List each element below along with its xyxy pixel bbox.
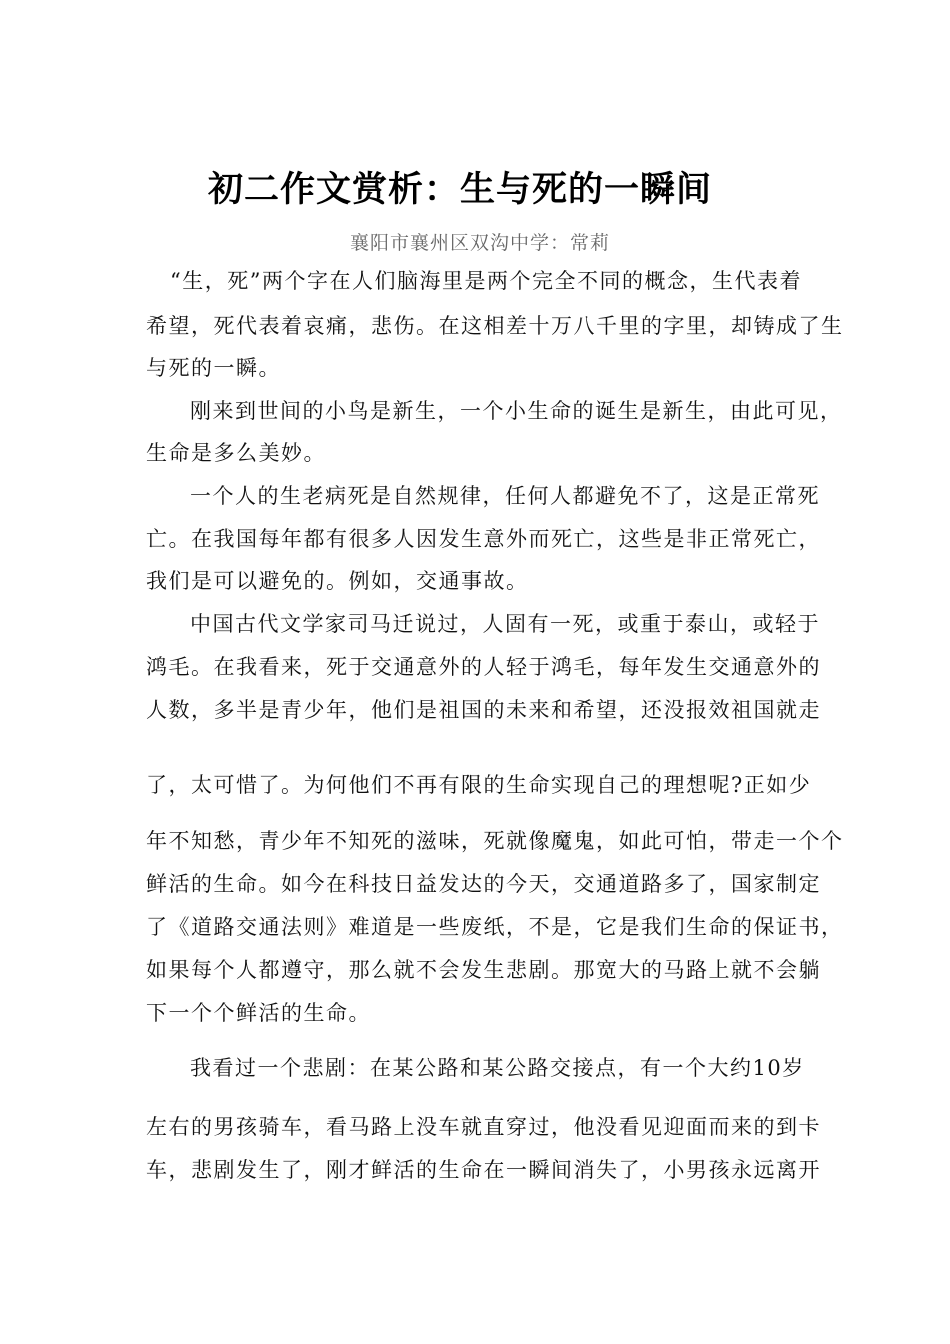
text-line: 我看过一个悲剧：在某公路和某公路交接点，有一个大约10岁 <box>190 1056 805 1080</box>
text-line: 人数，多半是青少年，他们是祖国的未来和希望，还没报效祖国就走 <box>146 698 821 722</box>
text-line: 与死的一瞬。 <box>146 356 281 380</box>
author-line: 襄阳市襄州区双沟中学：常莉 <box>349 232 610 254</box>
text-line: 我们是可以避免的。例如，交通事故。 <box>146 569 529 593</box>
text-line: 鸿毛。在我看来，死于交通意外的人轻于鸿毛，每年发生交通意外的 <box>146 655 821 679</box>
text-line: 亡。在我国每年都有很多人因发生意外而死亡，这些是非正常死亡， <box>146 527 821 551</box>
text-line: 鲜活的生命。如今在科技日益发达的今天，交通道路多了，国家制定 <box>146 872 821 896</box>
text-line: 如果每个人都遵守，那么就不会发生悲剧。那宽大的马路上就不会躺 <box>146 958 821 982</box>
text-line: 了《道路交通法则》难道是一些废纸，不是，它是我们生命的保证书， <box>146 915 844 939</box>
text-line: 了，太可惜了。为何他们不再有限的生命实现自己的理想呢?正如少 <box>146 773 812 797</box>
text-line: 希望，死代表着哀痛，悲伤。在这相差十万八千里的字里，却铸成了生 <box>146 314 844 338</box>
text-line: “生，死”两个字在人们脑海里是两个完全不同的概念，生代表着 <box>170 269 802 293</box>
text-line: 一个人的生老病死是自然规律，任何人都避免不了，这是正常死 <box>190 484 820 508</box>
text-line: 下一个个鲜活的生命。 <box>146 1001 371 1025</box>
text-line: 左右的男孩骑车，看马路上没车就直穿过，他没看见迎面而来的到卡 <box>146 1115 821 1139</box>
text-line: 中国古代文学家司马迁说过，人固有一死，或重于泰山，或轻于 <box>190 612 820 636</box>
page-title: 初二作文赏析：生与死的一瞬间 <box>207 170 712 210</box>
text-line: 生命是多么美妙。 <box>146 441 326 465</box>
text-line: 年不知愁，青少年不知死的滋味，死就像魔鬼，如此可怕，带走一个个 <box>146 829 844 853</box>
text-line: 刚来到世间的小鸟是新生，一个小生命的诞生是新生，由此可见， <box>190 399 843 423</box>
text-line: 车，悲剧发生了，刚才鲜活的生命在一瞬间消失了，小男孩永远离开 <box>146 1158 821 1182</box>
